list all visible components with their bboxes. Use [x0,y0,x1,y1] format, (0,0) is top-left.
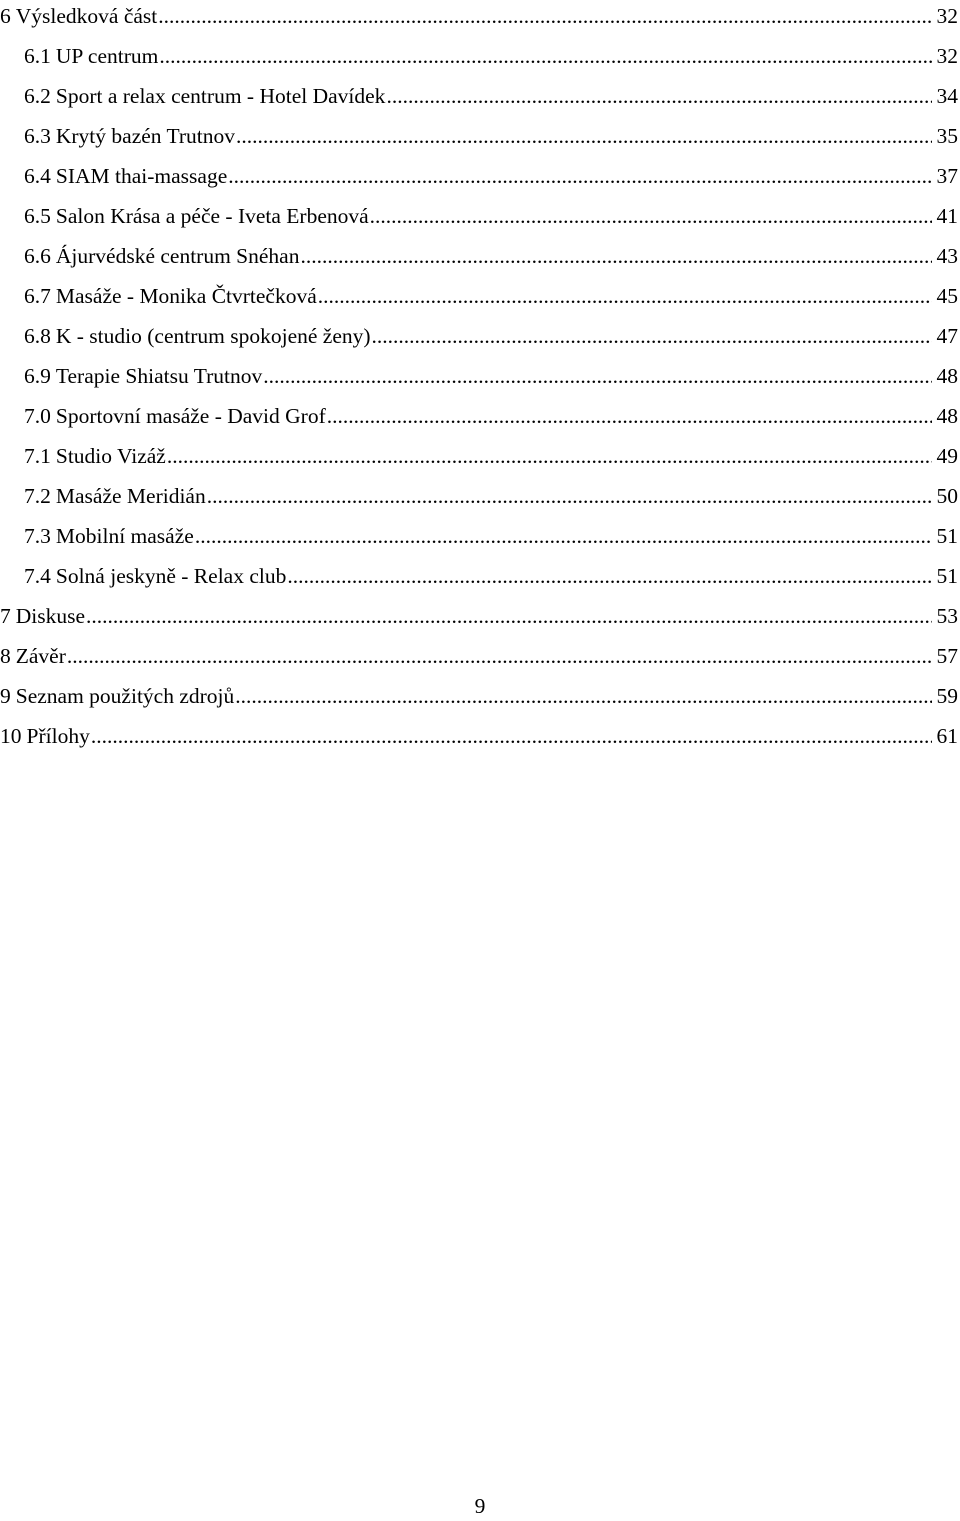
toc-leader [287,560,931,592]
toc-leader [195,520,932,552]
toc-entry[interactable] [0,160,960,200]
toc-title: Masáže Meridián [55,484,206,508]
toc-title: Sport a relax centrum - Hotel Davídek [55,84,386,108]
toc-leader [228,160,931,192]
toc-entry[interactable] [0,560,960,600]
toc-number: 7 [0,604,11,628]
toc-page: 48 [936,404,958,428]
toc-page: 51 [936,524,958,548]
table-of-contents [0,0,960,760]
toc-number: 8 [0,644,11,668]
toc-leader [159,40,931,72]
toc-title: Seznam použitých zdrojů [15,684,235,708]
toc-entry[interactable] [0,360,960,400]
toc-number: 6.8 [24,324,51,348]
toc-page: 49 [936,444,958,468]
toc-entry[interactable] [0,80,960,120]
toc-number: 6.6 [24,244,51,268]
toc-page: 61 [936,724,958,748]
toc-number: 6.5 [24,204,51,228]
toc-title: Ájurvédské centrum Snéhan [55,244,300,268]
toc-entry[interactable] [0,520,960,560]
toc-leader [370,200,932,232]
toc-number: 7.2 [24,484,51,508]
toc-entry[interactable] [0,240,960,280]
toc-leader [86,600,931,632]
toc-page: 34 [936,84,958,108]
toc-page: 37 [936,164,958,188]
toc-number: 6.2 [24,84,51,108]
toc-leader [263,360,931,392]
toc-number: 7.0 [24,404,51,428]
toc-title: Mobilní masáže [55,524,194,548]
toc-entry[interactable] [0,480,960,520]
toc-page: 45 [936,284,958,308]
toc-entry[interactable] [0,680,960,720]
toc-page: 47 [936,324,958,348]
toc-page: 35 [936,124,958,148]
toc-entry[interactable] [0,440,960,480]
toc-page: 43 [936,244,958,268]
toc-page: 32 [936,4,958,28]
toc-entry[interactable] [0,320,960,360]
toc-entry[interactable] [0,280,960,320]
toc-title: Studio Vizáž [55,444,166,468]
toc-page: 59 [936,684,958,708]
toc-number: 6.3 [24,124,51,148]
toc-leader [235,680,931,712]
toc-title: Krytý bazén Trutnov [55,124,236,148]
toc-leader [91,720,932,752]
toc-page: 48 [936,364,958,388]
toc-title: Terapie Shiatsu Trutnov [55,364,263,388]
toc-number: 6.7 [24,284,51,308]
toc-page: 53 [936,604,958,628]
toc-entry[interactable] [0,720,960,760]
toc-number: 7.4 [24,564,51,588]
toc-title: Solná jeskyně - Relax club [55,564,287,588]
toc-page: 32 [936,44,958,68]
toc-page: 41 [936,204,958,228]
toc-number: 6.1 [24,44,51,68]
toc-entry[interactable] [0,600,960,640]
toc-title: SIAM thai-massage [55,164,228,188]
toc-number: 7.1 [24,444,51,468]
toc-entry[interactable] [0,120,960,160]
toc-leader [300,240,931,272]
toc-page: 57 [936,644,958,668]
toc-leader [318,280,932,312]
toc-leader [207,480,932,512]
toc-entry[interactable] [0,400,960,440]
toc-number: 9 [0,684,11,708]
toc-number: 10 [0,724,22,748]
page-number: 9 [474,1494,486,1518]
toc-number: 6.9 [24,364,51,388]
toc-number: 6 [0,4,11,28]
toc-title: Salon Krása a péče - Iveta Erbenová [55,204,369,228]
toc-leader [158,0,931,32]
toc-entry[interactable] [0,200,960,240]
toc-page: 50 [936,484,958,508]
toc-entry[interactable] [0,640,960,680]
toc-title: Diskuse [15,604,86,628]
toc-number: 7.3 [24,524,51,548]
toc-title: Masáže - Monika Čtvrtečková [55,284,317,308]
toc-entry[interactable] [0,0,960,40]
toc-title: K - studio (centrum spokojené ženy) [55,324,371,348]
toc-title: Závěr [15,644,66,668]
toc-title: Přílohy [26,724,90,748]
toc-leader [386,80,931,112]
toc-leader [236,120,931,152]
toc-leader [67,640,932,672]
toc-leader [372,320,932,352]
toc-leader [327,400,932,432]
toc-entry[interactable] [0,40,960,80]
toc-number: 6.4 [24,164,51,188]
toc-title: Výsledková část [15,4,158,28]
toc-leader [167,440,932,472]
toc-page: 51 [936,564,958,588]
toc-title: Sportovní masáže - David Grof [55,404,326,428]
toc-title: UP centrum [55,44,159,68]
